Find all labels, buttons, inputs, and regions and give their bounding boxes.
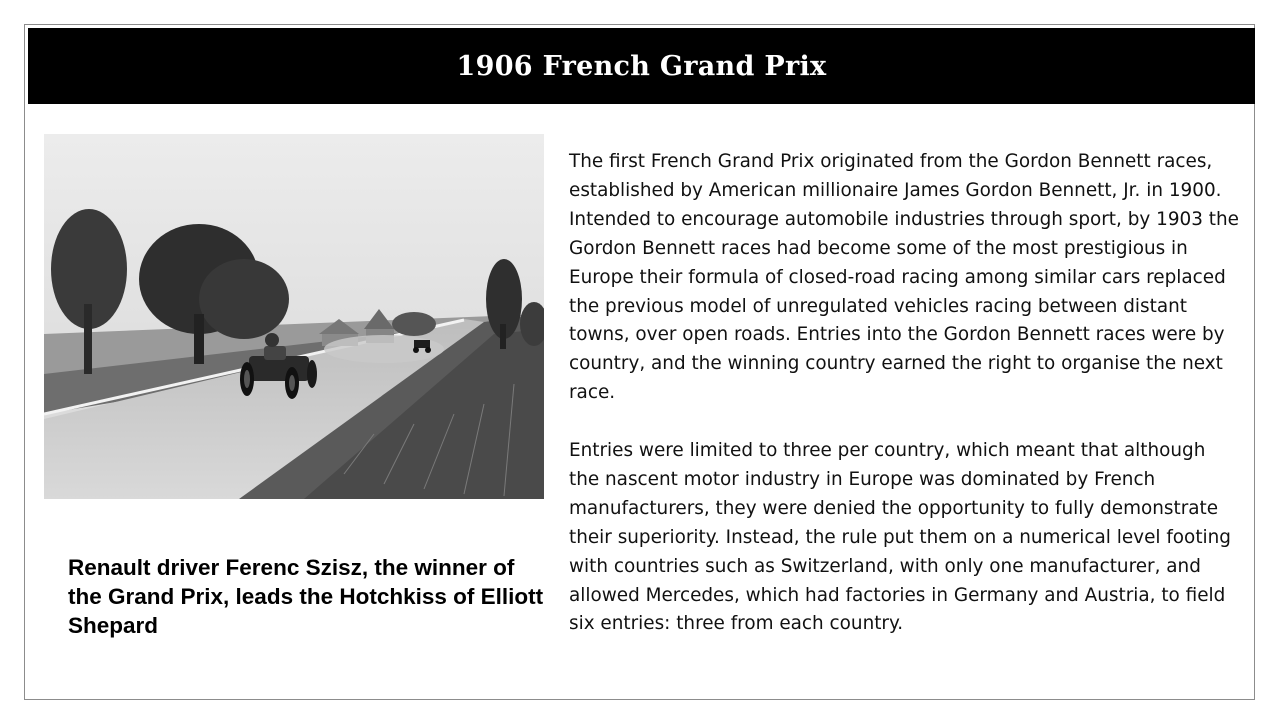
race-photo (44, 134, 544, 499)
body-text (569, 148, 1239, 639)
paragraph: The first French Grand Prix originated from the Gordon Bennett races, established by American millionaire James Gordon Bennett, Jr. in 1900. Intended to encourage automobile industries through sport, by 1903 the Gordon Bennett races had become some of the most prestigious in Europe their formula of closed-road racing among similar cars replaced the previous model of unregulated vehicles racing between distant towns, over open roads. Entries into the Gordon Bennett races were by country, and the winning country earned the right to organise the next race. (569, 151, 1239, 404)
title-bar (28, 28, 1255, 104)
photo-caption: Renault driver Ferenc Szisz, the winner of the Grand Prix, leads the Hotchkiss of Elliott Shepard (68, 555, 544, 638)
slide-title: 1906 French Grand Prix (456, 50, 827, 82)
paragraph: Entries were limited to three per country, which meant that although the nascent motor industry in Europe was dominated by French manufacturers, they were denied the opportunity to fully demonstrate their superiority. Instead, the rule put them on a numerical level footing with countries such as Switzerland, with only one manufacturer, and allowed Mercedes, which had factories in Germany and Austria, to field six entries: three from each country. (569, 440, 1231, 635)
slide (24, 24, 1255, 700)
vintage-race-photo-icon (44, 134, 544, 499)
